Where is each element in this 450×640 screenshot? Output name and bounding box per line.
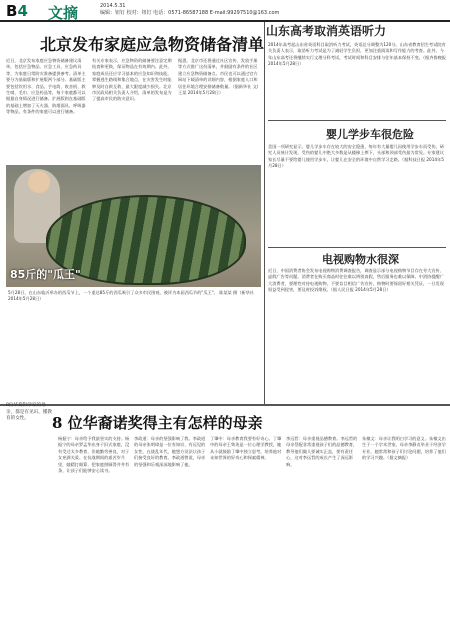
bottom-body-col5: 朱棣文：母亲让我明白学习的意义。朱棣文出生于一个学术世家，母亲李静贞毕业于经济学专业，她常常和孩子们讨论问题，培养了他们的学习兴趣。（据文摘报） — [362, 436, 446, 461]
photo-caption: 5月28日，在山东临沂举办的西瓜节上，一个重达85斤的西瓜吸引了众多市民围观，被评为本届西瓜节的"瓜王"。 陈某某 摄（新华社 2014年5月28日） — [8, 290, 254, 302]
section-letter: B — [6, 2, 18, 20]
bottom-section-rule — [0, 404, 450, 406]
photo-child-head — [28, 171, 50, 193]
section-divider — [268, 247, 446, 248]
masthead — [0, 0, 450, 22]
section-name: 文摘 — [48, 4, 79, 22]
main-body-col2: 有关专家表示，应急物资的储备要注意定期检查和更换，保证物品在有效期内。此外，家庭成员还应学习基本的应急知识和技能，掌握逃生路线和集合地点，在灾害发生时能够及时自救互救，最大限度减少损失。北京市民政局相关负责人介绍，清单的发布是为了提高市民的防灾意识。 — [92, 58, 172, 102]
main-body-col1: 近日，北京发布家庭应急物资储备建议清单，包括应急物品、应急工具、应急药具等，为家庭日常防灾准备提供参考。清单主要分为基础版和扩展版两个部分。基础版主要包括饮用水、食品、手电筒、收音机、救生哨、毛巾、应急药品等，每个家庭都可以根据自身情况进行储备。扩展版则在基础版的基础上增加了灭火器、防烟面具、呼吸器等物品，有条件的家庭可以进行储备。 — [6, 58, 86, 115]
issue-date: 2014.5.31 — [100, 3, 126, 9]
right-body-3: 近日，中国消费者协会发布电视购物消费调查报告，调查显示部分电视购物节目存在夸大宣传、虚假广告等问题。消费者在购买商品时往往难以辨别真假，售后服务也难以保障。中消协提醒广大消费者，要理性对待电视购物，不要盲目相信广告宣传，购物时要保留好相关凭证，一旦发现权益受到侵害，要及时投诉维权。（据人民日报 2014年5月28日） — [268, 268, 444, 293]
main-body-col3: 据悉，北京市还将通过社区宣传、发放手册等方式推广这份清单，并鼓励有条件的社区建立应急物资储备点。市民也可以通过官方网站下载清单的详细内容，根据家庭人口和居住环境合理安排储备数量。（据新华社 文/王某 2014年5月28日） — [178, 58, 259, 96]
right-headline-2: 婴儿学步车很危险 — [326, 128, 414, 141]
main-headline: 北京发布家庭应急物资储备清单 — [40, 35, 265, 54]
bottom-body-col1: 杨振宁：母亲给予我最坚实的支持。杨振宁的母亲罗孟华出身于旧式家庭，没有受过太多教育，但她勤劳善良，对子女充满关爱。在抗战期间的艰苦岁月里，她精打细算，把家庭照顾得井井有条，让孩子们能够安心读书。 — [58, 436, 130, 474]
right-headline-1: 山东高考取消英语听力 — [266, 24, 387, 38]
right-headline-3: 电视购物水很深 — [322, 253, 399, 266]
bottom-body-col2: 李政道：母亲的坚强影响了我。李政道的母亲张明璋是一位有知识、有远见的女性，在战乱年代，她想方设法让孩子们接受良好的教育。李政道曾说，母亲的坚强和乐观深深地影响了他。 — [134, 436, 206, 467]
bottom-kicker: 8位华裔科学家的母亲，都是有见识、懂教育的女性。 — [6, 403, 52, 422]
bottom-headline: 8 位华裔诺奖得主有怎样的母亲 — [52, 414, 263, 432]
news-photo — [6, 165, 261, 287]
section-label — [6, 2, 28, 20]
column-divider — [264, 22, 265, 404]
right-body-2: 美国一项研究显示，婴儿学步车存在较大的安全隐患，每年有大量婴儿因使用学步车而受伤。研究人员统计发现，受伤的婴儿中绝大多数是从楼梯上摔下，头部和颈部受伤最为常见。专家建议家长尽量不要给婴儿使用学步车，让婴儿在安全的环境中自然学习走路。（据科技日报 2014年5月28日） — [268, 144, 444, 169]
masthead-contact: 编辑：钮钉 校对：钮钉 电话：0571-86587188 E-mail:99297510@163.com — [100, 10, 280, 16]
right-body-1: 2014年高考起山东省英语科目取消听力考试，英语总分调整为120分。山东省教育招生考试院有关负责人表示，取消听力考试是为了减轻学生负担，更加注重阅读和写作能力的考查。此外，今年山东高考还将继续实行文理分科考试，考试时间和科目安排与往年基本保持不变。（据齐鲁晚报 2014年5月28日） — [268, 42, 446, 67]
masthead-meta — [100, 3, 279, 17]
bottom-body-col4: 李远哲：母亲重视品德教育。李远哲的母亲蔡配非常重视孩子们的品德教育，教导他们做人要诚实正直，要有责任心，这对李远哲的成长产生了深远影响。 — [286, 436, 358, 467]
photo-inline-caption: 85斤的"瓜王" — [10, 268, 81, 281]
section-divider — [268, 120, 446, 121]
section-number: 4 — [17, 2, 28, 20]
bottom-body-col3: 丁肇中：母亲教育我要有好奇心。丁肇中的母亲王隽英是一位心理学教授，她从小就鼓励丁肇中独立思考，培养他对未知世界的好奇心和探索精神。 — [210, 436, 282, 461]
